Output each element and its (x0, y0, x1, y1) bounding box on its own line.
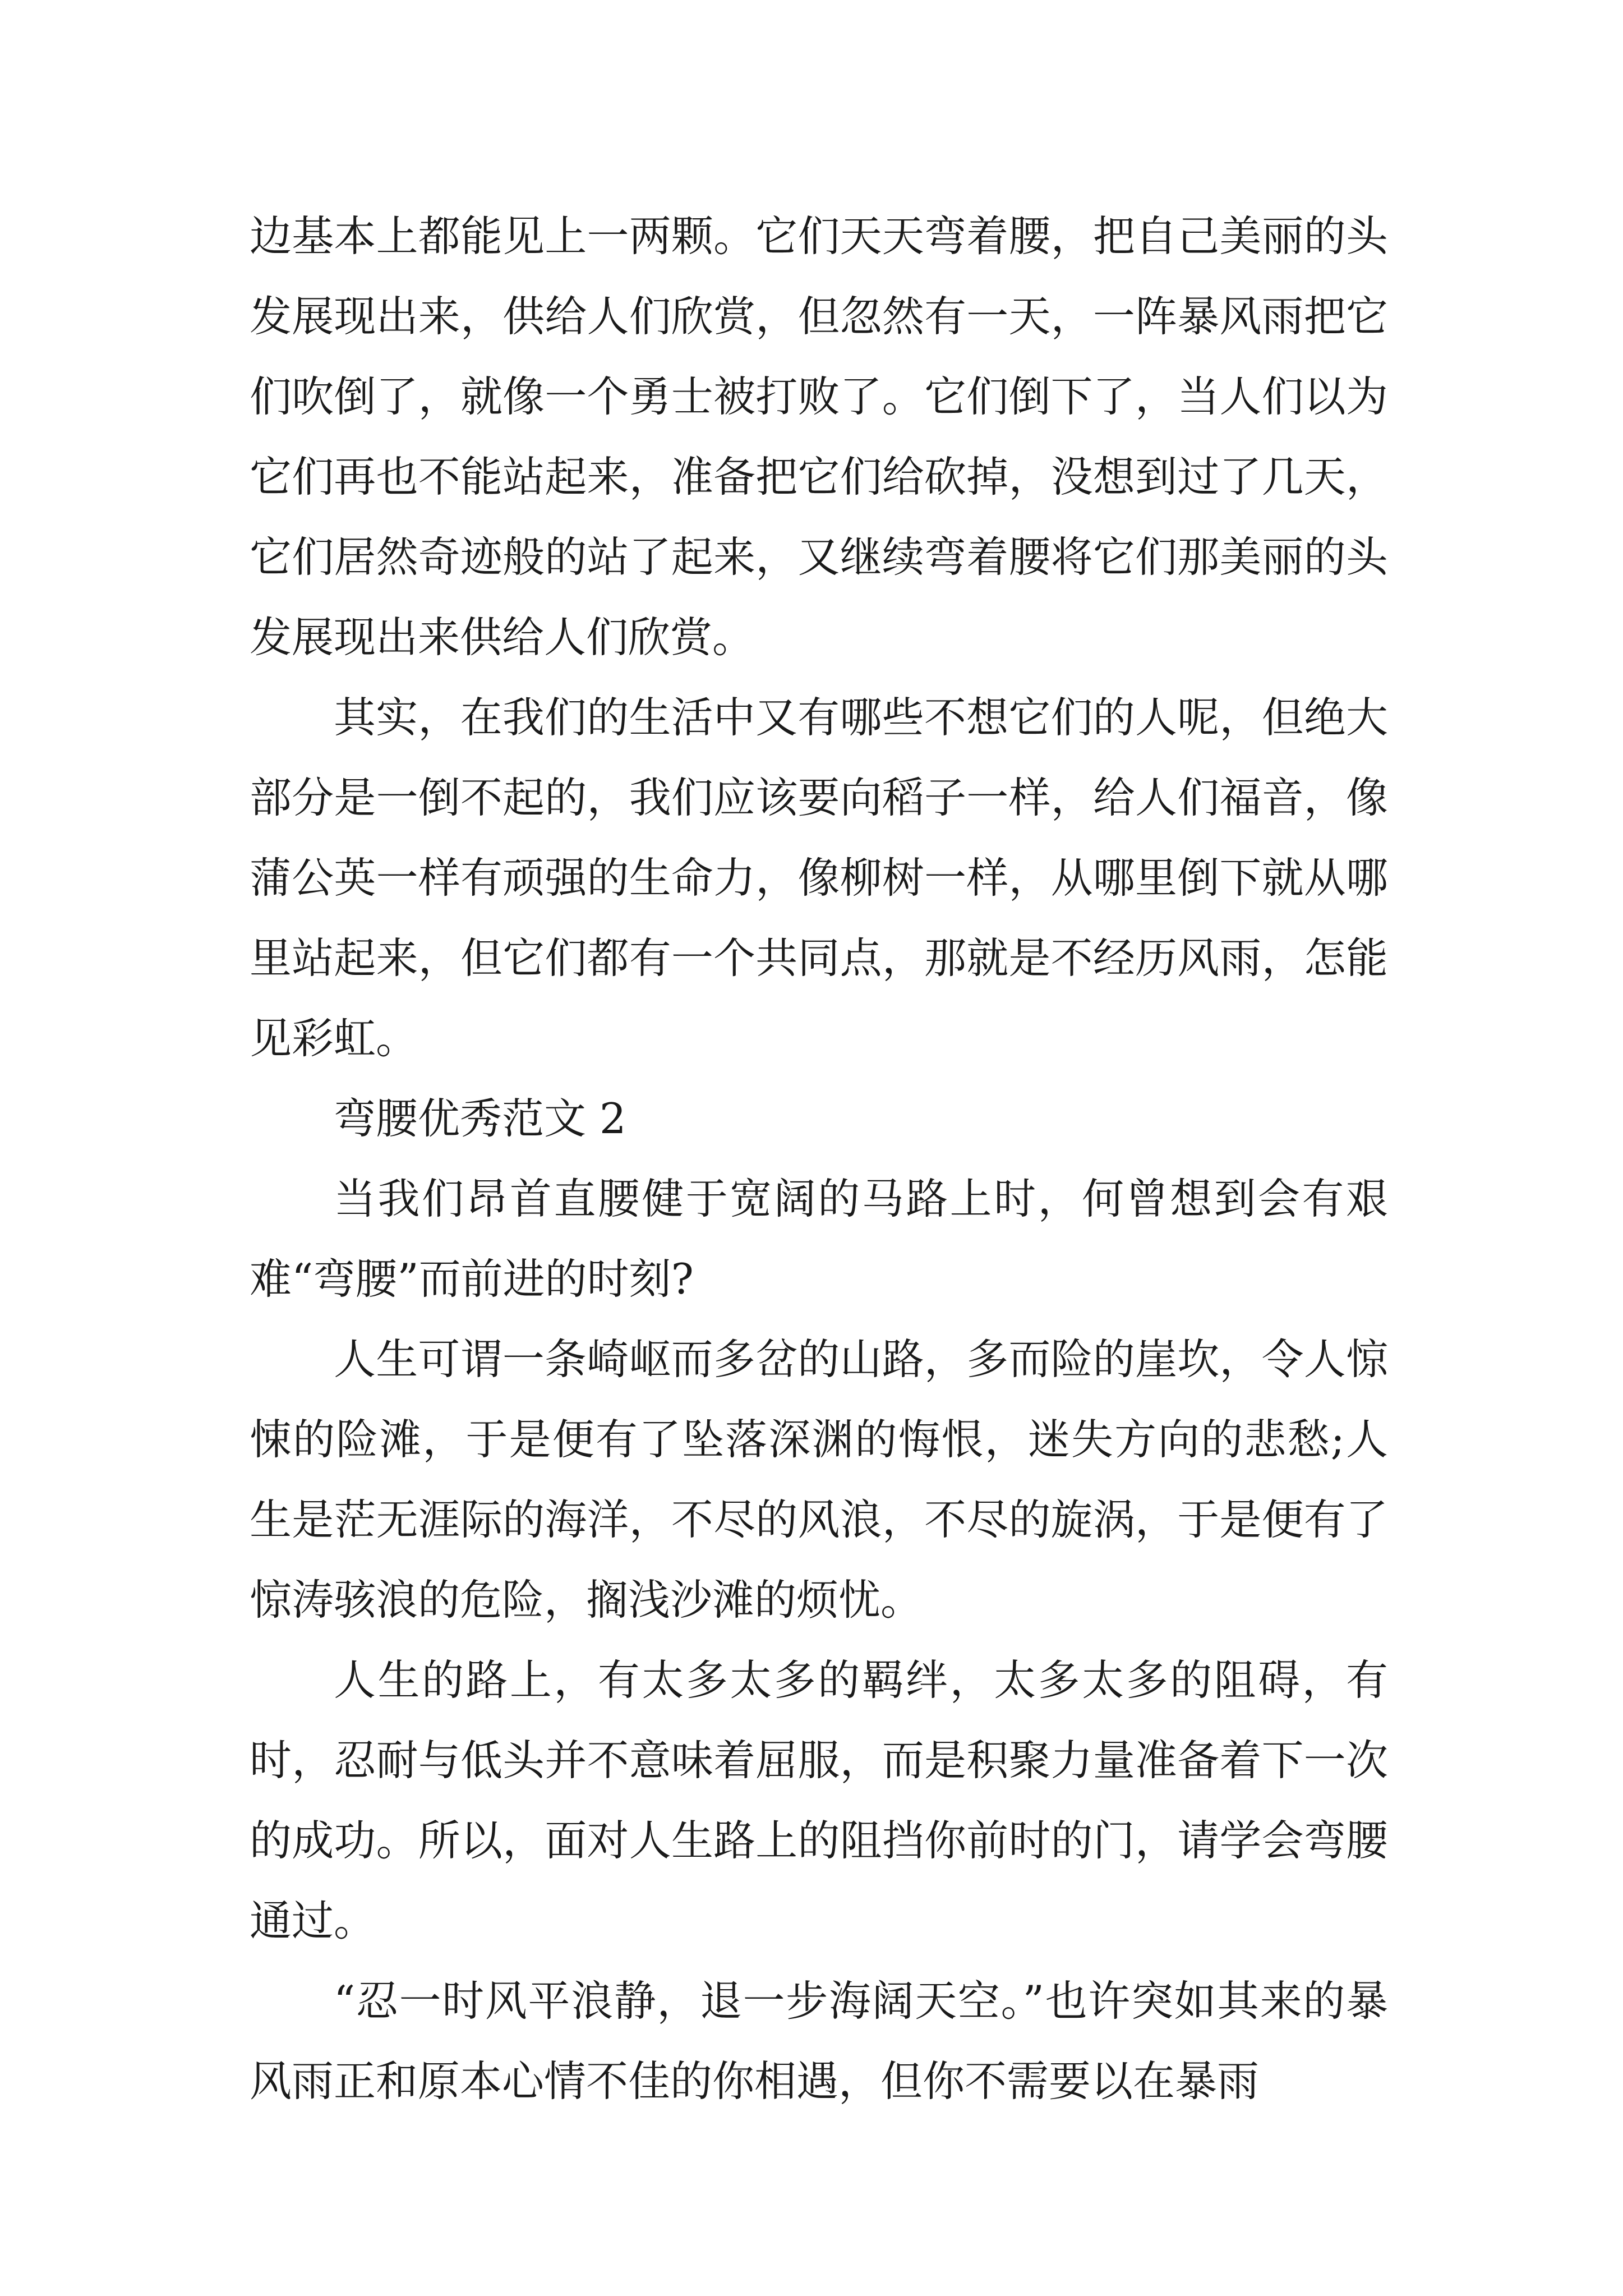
paragraph-obstacles: 人生的路上，有太多太多的羁绊，太多太多的阻碍，有时，忍耐与低头并不意味着屈服，而是积聚力量准备着下一次的成功。所以，面对人生路上的阻挡你前时的门，请学会弯腰通过。 (250, 1655, 1388, 1945)
paragraph-continuation: 边基本上都能见上一两颗。它们天天弯着腰，把自己美丽的头发展现出来，供给人们欣赏，但忽然有一天，一阵暴风雨把它们吹倒了，就像一个勇士被打败了。它们倒下了，当人们以为它们再也不能站起来，准备把它们给砍掉，没想到过了几天，它们居然奇迹般的站了起来，又继续弯着腰将它们那美丽的头发展现出来供给人们欣赏。 (250, 211, 1388, 662)
paragraph-intro: 当我们昂首直腰健于宽阔的马路上时，何曾想到会有艰难“弯腰”而前进的时刻? (250, 1174, 1388, 1304)
paragraph-life-road: 人生可谓一条崎岖而多岔的山路，多而险的崖坎，令人惊悚的险滩，于是便有了坠落深渊的悔恨，迷失方向的悲愁;人生是茫无涯际的海洋，不尽的风浪，不尽的旋涡，于是便有了惊涛骇浪的危险，搁浅沙滩的烦忧。 (250, 1335, 1388, 1625)
document-body (250, 196, 1388, 2122)
paragraph-proverb: “忍一时风平浪静，退一步海阔天空。”也许突如其来的暴风雨正和原本心情不佳的你相遇，但你不需要以在暴雨 (250, 1976, 1388, 2106)
paragraph-reflection: 其实，在我们的生活中又有哪些不想它们的人呢，但绝大部分是一倒不起的，我们应该要向稻子一样，给人们福音，像蒲公英一样有顽强的生命力，像柳树一样，从哪里倒下就从哪里站起来，但它们都有一个共同点，那就是不经历风雨，怎能见彩虹。 (250, 693, 1388, 1063)
section-heading: 弯腰优秀范文 2 (334, 1094, 626, 1143)
